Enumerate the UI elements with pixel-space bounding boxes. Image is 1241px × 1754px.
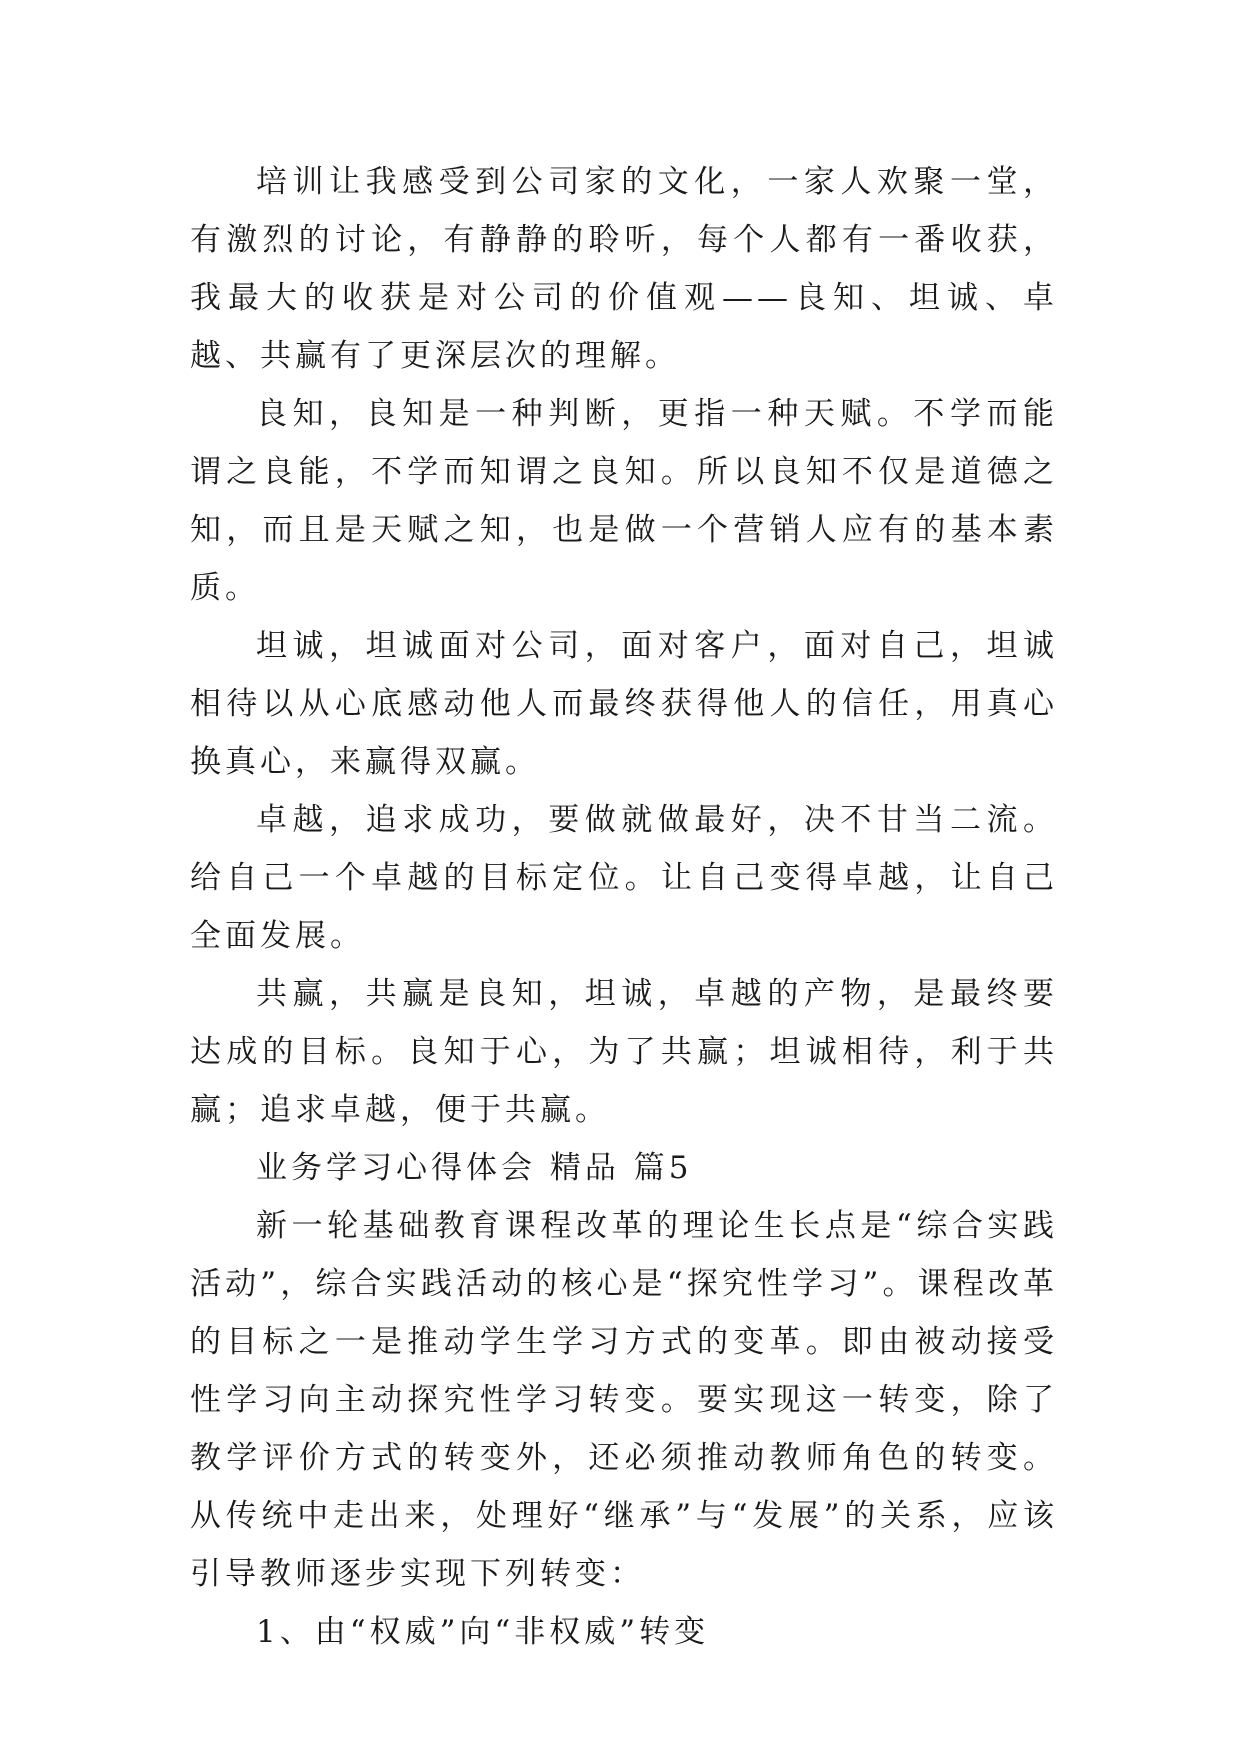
paragraph-candor: 坦诚，坦诚面对公司，面对客户，面对自己，坦诚相待以从心底感动他人而最终获得他人的信任，用真心换真心，来赢得双赢。 bbox=[190, 628, 1058, 780]
paragraph-excellence: 卓越，追求成功，要做就做最好，决不甘当二流。给自己一个卓越的目标定位。让自己变得卓越，让自己全面发展。 bbox=[190, 802, 1058, 954]
paragraph-conscience: 良知，良知是一种判断，更指一种天赋。不学而能谓之良能，不学而知谓之良知。所以良知不仅是道德之知，而且是天赋之知，也是做一个营销人应有的基本素质。 bbox=[190, 396, 1058, 606]
paragraph-win-win: 共赢，共赢是良知，坦诚，卓越的产物，是最终要达成的目标。良知于心，为了共赢；坦诚相待，利于共赢；追求卓越，便于共赢。 bbox=[190, 976, 1058, 1128]
paragraph-training-culture: 培训让我感受到公司家的文化，一家人欢聚一堂，有激烈的讨论，有静静的聆听，每个人都有一番收获，我最大的收获是对公司的价值观——良知、坦诚、卓越、共赢有了更深层次的理解。 bbox=[190, 164, 1058, 374]
paragraph-curriculum-reform: 新一轮基础教育课程改革的理论生长点是“综合实践活动”，综合实践活动的核心是“探究性学习”。课程改革的目标之一是推动学生学习方式的变革。即由被动接受性学习向主动探究性学习转变。要实现这一转变，除了教学评价方式的转变外，还必须推动教师角色的转变。从传统中走出来，处理好“继承”与“发展”的关系，应该引导教师逐步实现下列转变： bbox=[190, 1208, 1058, 1592]
section-heading: 业务学习心得体会 精品 篇5 bbox=[256, 1150, 693, 1186]
list-item-authority-shift: 1、由“权威”向“非权威”转变 bbox=[256, 1614, 710, 1650]
document-body bbox=[190, 153, 1058, 1661]
